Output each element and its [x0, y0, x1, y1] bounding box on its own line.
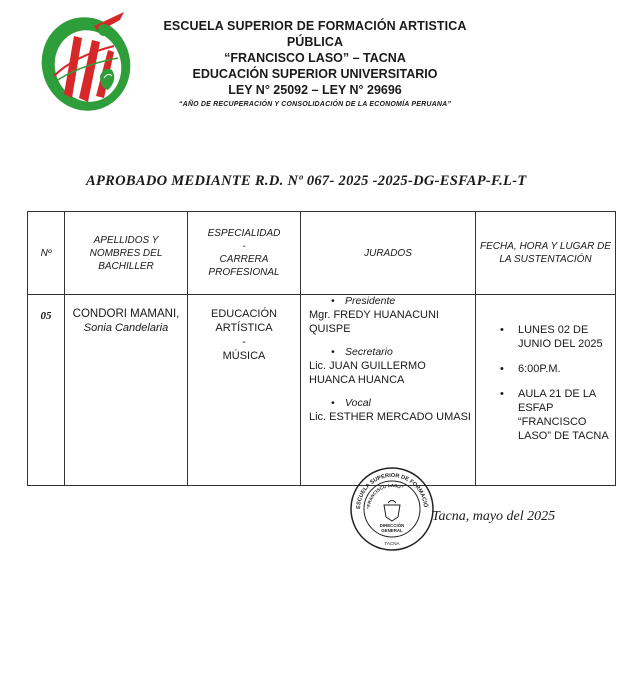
row-jury	[301, 295, 476, 486]
header-line-3: EDUCACIÓN SUPERIOR UNIVERSITARIO	[192, 67, 438, 81]
bullet-icon: •	[500, 388, 504, 400]
jury-role	[309, 295, 471, 308]
row-name	[65, 295, 188, 486]
jury-role-label: Secretario	[345, 346, 393, 358]
place-item	[498, 387, 611, 443]
jury-name: Lic. ESTHER MERCADO UMASI	[309, 411, 471, 423]
header-specialty-2: CARRERA PROFESIONAL	[208, 254, 280, 278]
jury-member	[309, 295, 471, 336]
seal-center-2: GENERAL	[381, 528, 403, 533]
school-logo	[34, 6, 136, 116]
header-name: APELLIDOS Y NOMBRES DEL BACHILLER	[65, 212, 188, 295]
header-specialty-sep: -	[242, 241, 246, 252]
seal-center-1: DIRECCIÓN	[379, 523, 405, 528]
jury-member	[309, 397, 471, 424]
seal-bottom: TACNA	[384, 541, 400, 546]
official-seal	[348, 465, 436, 553]
header-specialty	[188, 212, 301, 295]
place-date: Tacna, mayo del 2025	[432, 509, 556, 524]
specialty-2: MÚSICA	[222, 350, 266, 362]
row-specialty	[188, 295, 301, 486]
time-text: 6:00P.M.	[518, 363, 561, 375]
header-line-4: LEY N° 25092 – LEY N° 29696	[228, 83, 402, 97]
defense-schedule-table	[27, 211, 616, 486]
bullet-icon: •	[331, 397, 335, 409]
institution-header	[150, 18, 480, 111]
jury-role-label: Vocal	[345, 397, 371, 409]
jury-role	[309, 397, 471, 410]
table-row	[28, 295, 616, 486]
seal-inner-text: “FRANCISCO LASO”	[365, 482, 405, 510]
specialty-sep: -	[242, 336, 246, 348]
jury-role-label: Presidente	[345, 295, 396, 307]
date-text: LUNES 02 DE JUNIO DEL 2025	[518, 324, 603, 350]
header-num: Nº	[28, 212, 65, 295]
jury-member	[309, 346, 471, 387]
row-num: 05	[28, 295, 65, 486]
bullet-icon: •	[500, 363, 504, 375]
header-specialty-1: ESPECIALIDAD	[207, 228, 281, 239]
student-given-name: Sonia Candelaria	[83, 322, 169, 334]
student-surname: CONDORI MAMANI,	[72, 308, 180, 320]
specialty-1: EDUCACIÓN ARTÍSTICA	[210, 308, 277, 334]
seal-outer-text: ESCUELA SUPERIOR DE FORMACIÓ	[355, 472, 429, 510]
bullet-icon: •	[331, 295, 335, 307]
jury-name: Lic. JUAN GUILLERMO HUANCA HUANCA	[309, 360, 426, 386]
row-date-place	[476, 295, 616, 486]
date-item	[498, 323, 611, 351]
header-line-1: ESCUELA SUPERIOR DE FORMACIÓN ARTISTICA PÚBLICA	[163, 19, 467, 49]
jury-name: Mgr. FREDY HUANACUNI QUISPE	[309, 309, 439, 335]
header-jury: JURADOS	[301, 212, 476, 295]
table-header-row	[28, 212, 616, 295]
bullet-icon: •	[331, 346, 335, 358]
place-text: AULA 21 DE LA ESFAP “FRANCISCO LASO” DE TACNA	[518, 388, 609, 442]
year-motto: “AÑO DE RECUPERACIÓN Y CONSOLIDACIÓN DE LA ECONOMÍA PERUANA”	[178, 101, 452, 108]
header-line-2: “FRANCISCO LASO” – TACNA	[224, 51, 406, 65]
bullet-icon: •	[500, 324, 504, 336]
time-item	[498, 362, 611, 376]
header-date: FECHA, HORA Y LUGAR DE LA SUSTENTACIÓN	[476, 212, 616, 295]
approval-resolution: APROBADO MEDIANTE R.D. Nº 067- 2025 -2025-DG-ESFAP-F.L-T	[86, 173, 527, 189]
jury-role	[309, 346, 471, 359]
